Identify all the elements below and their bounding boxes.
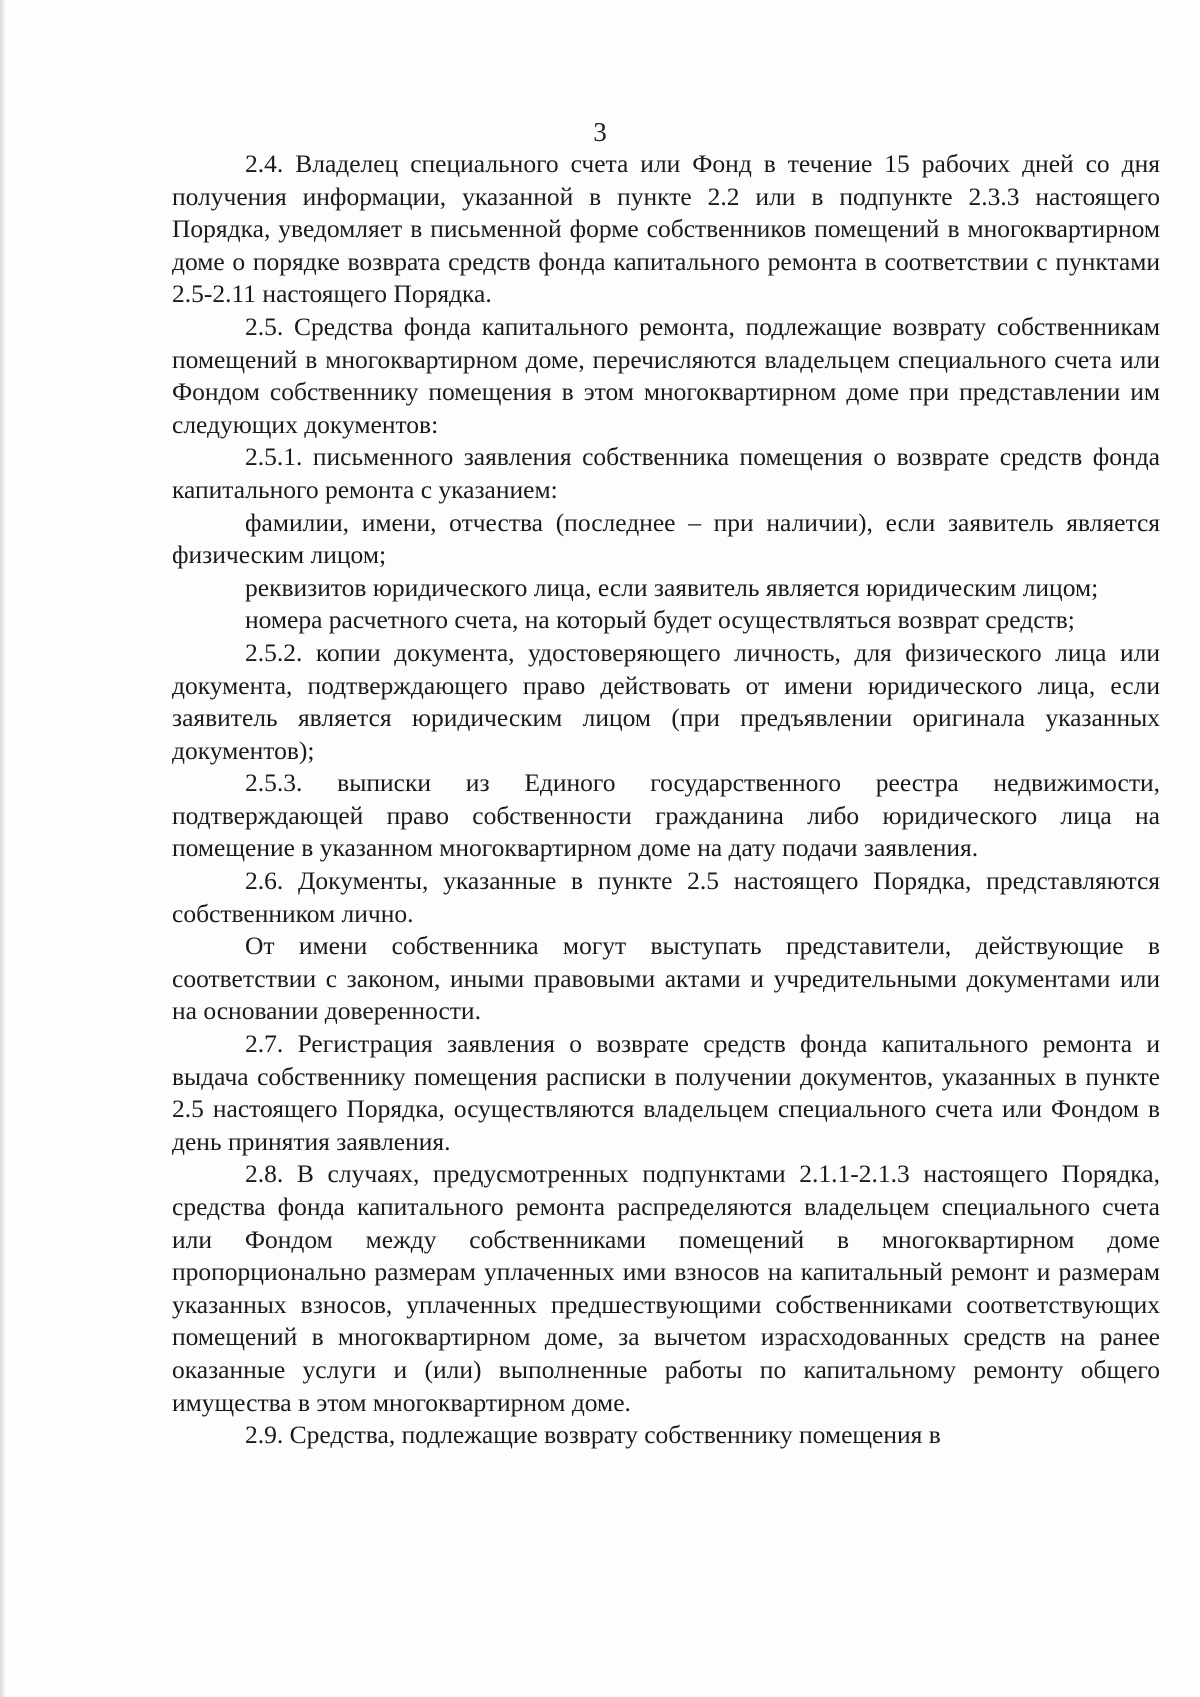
scan-edge-shadow xyxy=(0,0,6,1697)
page-number: 3 xyxy=(593,117,607,147)
paragraph-2-9: 2.9. Средства, подлежащие возврату собственнику помещения в xyxy=(245,1420,941,1450)
paragraph-2-6: 2.6. Документы, указанные в пункте 2.5 настоящего Порядка, представляются собственником лично. xyxy=(172,866,1160,928)
document-body xyxy=(172,148,1160,1452)
paragraph-2-5-1: 2.5.1. письменного заявления собственника помещения о возврате средств фонда капитального ремонта с указанием: xyxy=(172,442,1160,504)
paragraph-2-7: 2.7. Регистрация заявления о возврате средств фонда капитального ремонта и выдача собственнику помещения расписки в получении документов, указанных в пункте 2.5 настоящего Порядка, осуществляются владельцем специального счета или Фондом в день принятия заявления. xyxy=(172,1029,1160,1156)
paragraph-2-5-1-fio: фамилии, имени, отчества (последнее – при наличии), если заявитель является физическим лицом; xyxy=(172,507,1160,570)
paragraph-2-5: 2.5. Средства фонда капитального ремонта, подлежащие возврату собственникам помещений в многоквартирном доме, перечисляются владельцем специального счета или Фондом собственнику помещения в этом многоквартирном доме при представлении им следующих документов: xyxy=(172,311,1160,439)
paragraph-2-5-2: 2.5.2. копии документа, удостоверяющего личность, для физического лица или документа, подтверждающего право действовать от имени юридического лица, если заявитель является юридическим лицом (при предъявлении оригинала указанных документов); xyxy=(172,637,1160,765)
paragraph-2-6-representatives: От имени собственника могут выступать представители, действующие в соответствии с законом, иными правовыми актами и учредительными документами или на основании доверенности. xyxy=(172,931,1160,1026)
paragraph-2-5-3: 2.5.3. выписки из Единого государственного реестра недвижимости, подтверждающей право собственности гражданина либо юридического лица на помещение в указанном многоквартирном доме на дату подачи заявления. xyxy=(172,768,1160,863)
paragraph-2-8: 2.8. В случаях, предусмотренных подпунктами 2.1.1-2.1.3 настоящего Порядка, средства фонда капитального ремонта распределяются владельцем специального счета или Фондом между собственниками помещений в многоквартирном доме пропорционально размерам уплаченных ими взносов на капитальный ремонт и размерам указанных взносов, уплаченных предшествующими собственниками соответствующих помещений в многоквартирном доме, за вычетом израсходованных средств на ранее оказанные услуги и (или) выполненные работы по капитальному ремонту общего имущества в этом многоквартирном доме. xyxy=(172,1159,1160,1417)
paragraph-2-5-1-requisites: реквизитов юридического лица, если заявитель является юридическим лицом; xyxy=(245,572,1099,602)
paragraph-2-5-1-account: номера расчетного счета, на который будет осуществляться возврат средств; xyxy=(245,605,1075,635)
paragraph-2-4: 2.4. Владелец специального счета или Фонд в течение 15 рабочих дней со дня получения информации, указанной в пункте 2.2 или в подпункте 2.3.3 настоящего Порядка, уведомляет в письменной форме собственников помещений в многоквартирном доме о порядке возврата средств фонда капитального ремонта в соответствии с пунктами 2.5-2.11 настоящего Порядка. xyxy=(172,149,1160,309)
